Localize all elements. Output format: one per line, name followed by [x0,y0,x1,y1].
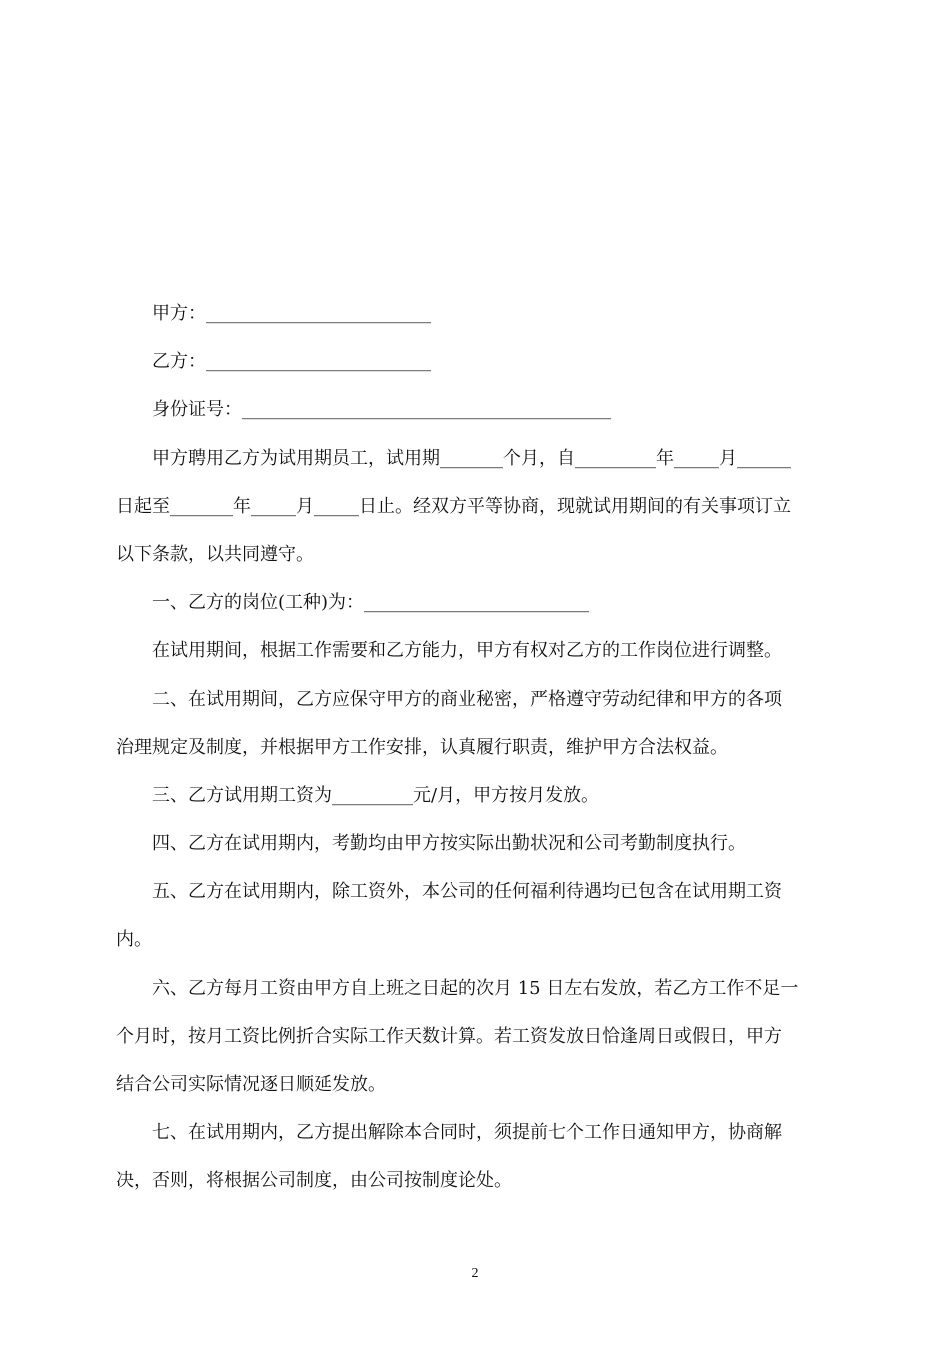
clause-4-attendance: 四、乙方在试用期内，考勤均由甲方按实际出勤状况和公司考勤制度执行。 [152,833,746,855]
clause-1-position: 一、乙方的岗位(工种)为：_________________________ [152,592,590,614]
clause-2-line-2: 治理规定及制度，并根据甲方工作安排，认真履行职责，维护甲方合法权益。 [116,736,728,758]
intro-paragraph-line-1: 甲方聘用乙方为试用期员工，试用期_______个月，自_________年_____月______ [152,447,791,469]
clause-7-line-2: 决，否则，将根据公司制度，由公司按制度论处。 [116,1170,512,1192]
id-number-field: 身份证号：_________________________________________ [152,399,611,421]
clause-6-line-2: 个月时，按月工资比例折合实际工作天数计算。若工资发放日恰逢周日或假日，甲方 [116,1025,782,1047]
clause-2-line-1: 二、在试用期间，乙方应保守甲方的商业秘密，严格遵守劳动纪律和甲方的各项 [152,688,782,710]
clause-1-adjustment: 在试用期间，根据工作需要和乙方能力，甲方有权对乙方的工作岗位进行调整。 [152,640,782,662]
clause-6-line-1: 六、乙方每月工资由甲方自上班之日起的次月 15 日左右发放，若乙方工作不足一 [152,977,799,999]
clause-6-line-3: 结合公司实际情况逐日顺延发放。 [116,1074,386,1095]
clause-5-line-2: 内。 [116,929,152,951]
page-number: 2 [471,1266,479,1281]
party-b-field: 乙方：_________________________ [152,351,431,373]
contract-body [116,290,836,1206]
party-a-field: 甲方：_________________________ [152,303,431,324]
intro-paragraph-line-3: 以下条款，以共同遵守。 [116,543,314,565]
clause-3-salary: 三、乙方试用期工资为_________元/月，甲方按月发放。 [152,784,600,806]
clause-5-line-1: 五、乙方在试用期内，除工资外，本公司的任何福利待遇均已包含在试用期工资 [152,881,782,903]
clause-7-line-1: 七、在试用期内，乙方提出解除本合同时，须提前七个工作日通知甲方，协商解 [152,1122,782,1144]
intro-paragraph-line-2: 日起至_______年_____月_____日止。经双方平等协商，现就试用期间的有关事项订立 [116,495,791,517]
